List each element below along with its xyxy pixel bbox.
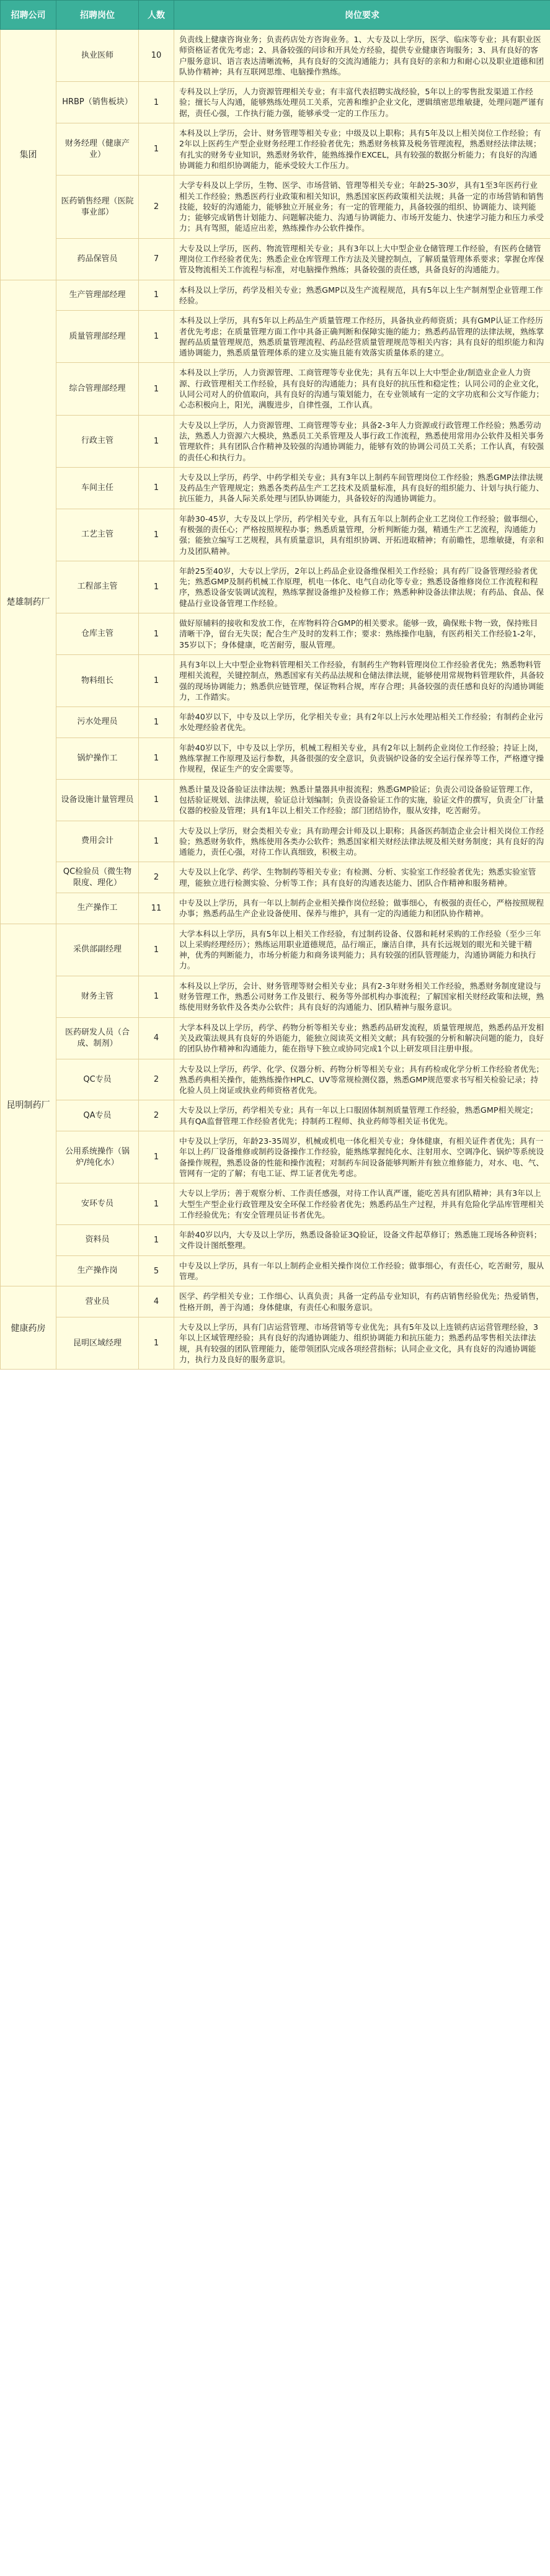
requirement-text: 年龄40岁以下，中专及以上学历，化学相关专业；具有2年以上污水处理站相关工作经验；有制药企业污水处理经验者优先。 (179, 712, 544, 733)
requirement-cell (174, 1286, 550, 1317)
position-cell: 仓库主管 (56, 613, 139, 655)
count-cell: 1 (139, 467, 174, 509)
requirement-cell (174, 976, 550, 1017)
position-cell: QC专员 (56, 1059, 139, 1100)
count-cell: 1 (139, 1317, 174, 1369)
position-cell: 财务经理（健康产业） (56, 123, 139, 176)
count-cell: 2 (139, 1100, 174, 1131)
header-count: 人数 (139, 1, 174, 30)
requirement-text: 负责线上健康咨询业务；负责药店处方咨询业务。1、大专及以上学历，医学、临床等专业；具有职业医师资格证者优先考虑；2、具备较强的问诊和开具处方经验，提供专业健康咨询服务；3、具有良好的客户服务意识、语言表达清晰流畅，具有良好的交流沟通能力；具有良好的亲和力和耐心以及职业道德和团队协作精神；具有互联网思维、电脑操作熟练。 (179, 35, 544, 76)
table-row (1, 1255, 550, 1286)
requirement-text: 本科及以上学历，具有5年以上药品生产质量管理工作经历，具备执业药师资质；具有GMP认证工作经历者优先考虑；在质量管理方面工作中具备正确判断和保障实施的能力；熟悉药品管理的法律法规，熟练掌握药品质量管理规范，熟悉质量管理流程、药品经营质量管理规范等相关内容；具有良好的组织能力和沟通协调能力，熟悉质量管理体系的建立及实施且能有效落实质量体系的建立。 (179, 316, 544, 358)
requirement-cell (174, 738, 550, 779)
count-cell: 1 (139, 280, 174, 311)
count-cell: 1 (139, 779, 174, 821)
count-cell: 11 (139, 893, 174, 924)
position-cell: 资料员 (56, 1225, 139, 1256)
requirement-cell (174, 1017, 550, 1059)
position-cell: 公用系统操作（锅炉/纯化水） (56, 1131, 139, 1183)
table-row (1, 1317, 550, 1369)
table-row (1, 1286, 550, 1317)
requirement-text: 大专及以上学历，药学相关专业；具有一年以上口服固体制剂质量管理工作经验，熟悉GMP相关规定；具有QA监督管理工作经验者优先；持制药工程师、执业药师等相关证书优先。 (179, 1105, 538, 1126)
requirement-text: 中专及以上学历，具有一年以上制药企业相关操作岗位经验；做事细心，有极强的责任心，严格按照规程办事；熟悉药品生产企业设备使用、保养与维护，具有一定的沟通能力和团队协作精神。 (179, 898, 544, 919)
header-requirements: 岗位要求 (174, 1, 550, 30)
position-cell: 工艺主管 (56, 509, 139, 561)
requirement-cell (174, 1059, 550, 1100)
count-cell: 4 (139, 1017, 174, 1059)
count-cell: 1 (139, 613, 174, 655)
requirement-text: 大学本科及以上学历，药学、药物分析等相关专业；熟悉药品研发流程，质量管理规范，熟悉药品开发相关及政策法规具有良好的外语能力，能独立阅读英文相关文献；具有较强的分析和解决问题的能力，良好的团队协作精神和沟通能力，能在指导下独立或协同完成1个以上研发项目注册申报。 (179, 1022, 544, 1054)
requirement-text: 具有3年以上大中型企业物料管理相关工作经验，有制药生产物料管理岗位工作经验者优先；熟悉物料管理相关流程，关键控制点，熟悉国家有关药品法规和仓储法律法规，能够使用常规物料管理软件，具备较强的现场协调能力；熟悉供应链管理，保证物料合规，库存合理；具备较强的责任感和良好的沟通协调能力，工作踏实。 (179, 659, 544, 702)
count-cell: 1 (139, 509, 174, 561)
requirement-text: 大专及以上学历，药学、中药学相关专业；具有3年以上制药车间管理岗位工作经验；熟悉GMP法律法规及药品生产管理规定；熟悉各类药品生产工艺技术及质量标准，具有良好的组织能力、计划与执行能力、抗压能力，具备人际关系处理与团队协调能力，具备较好的沟通协调能力。 (179, 472, 544, 504)
table-row (1, 1100, 550, 1131)
count-cell: 2 (139, 862, 174, 893)
requirement-cell (174, 1225, 550, 1256)
count-cell: 1 (139, 123, 174, 176)
requirement-cell (174, 1183, 550, 1225)
requirement-cell (174, 509, 550, 561)
requirement-text: 大专及以上化学、药学、生物制药等相关专业；有检测、分析、实验室工作经验者优先；熟悉实验室管理，能独立进行检测实验、分析等工作；具有良好的沟通表达能力、团队合作精神和服务精神。 (179, 867, 536, 888)
table-row (1, 363, 550, 415)
requirement-cell (174, 1100, 550, 1131)
requirement-text: 本科及以上学历，人力资源管理、工商管理等专业优先；具有五年以上大中型企业/制造业企业人力资源、行政管理相关工作经验，具有良好的沟通能力；具有良好的抗压性和稳定性；认同公司的企业文化，认同公司对人的价值取向，具有良好的沟通与策划能力，在专业领域有一定的文字功底和公文写作能力；心态积极向上，阳光，满腹进步，自律性强，工作认真。 (179, 368, 544, 410)
requirement-text: 中专及以上学历，年龄23-35周岁，机械或机电一体化相关专业；身体健康，有相关证件者优先；具有一年以上药厂设备维修或制药设备操作工作经验，能熟练掌握纯化水、注射用水、空调净化、锅炉等系统设备操作规程，熟悉设备的性能和操作流程；对制药车间设备能够判断并有独立维修能力，对水、电、气、管网有一定的了解；有电工证、焊工证者优先考虑。 (179, 1136, 544, 1178)
requirement-cell (174, 924, 550, 976)
table-row (1, 238, 550, 280)
requirement-cell (174, 363, 550, 415)
requirement-cell (174, 613, 550, 655)
table-row (1, 123, 550, 176)
count-cell: 2 (139, 176, 174, 238)
table-row (1, 893, 550, 924)
table-row (1, 1059, 550, 1100)
requirement-text: 做好原辅料的接收和发放工作，在库物料符合GMP的相关要求。能够一致，确保账卡物一致，保持账目清晰干净，留台无失误；配合生产及时的发料工作；要求：熟练操作电脑，有医药相关工作经验1-2年，35岁以下；身体健康，吃苦耐劳，服从管理。 (179, 618, 541, 649)
count-cell: 1 (139, 821, 174, 862)
position-cell: 生产操作工 (56, 893, 139, 924)
position-cell: 医药研发人员（合成、制剂） (56, 1017, 139, 1059)
position-cell: 费用会计 (56, 821, 139, 862)
requirement-cell (174, 779, 550, 821)
requirement-cell (174, 30, 550, 82)
count-cell: 1 (139, 311, 174, 363)
requirement-cell (174, 415, 550, 467)
requirement-text: 大专及以上学历，具有门店运营管理、市场营销等专业优先；具有5年及以上连锁药店运营管理经验，3年以上区域管理经验；具有良好的沟通协调能力、组织协调能力和抗压能力；熟悉药品零售相关法律法规，具有较强的团队管理能力，能带领团队完成各项经营指标；认同企业文化，具有良好的沟通协调能力，执行力及良好的服务意识。 (179, 1322, 538, 1364)
position-cell: 综合管理部经理 (56, 363, 139, 415)
count-cell: 1 (139, 82, 174, 123)
position-cell: 工程部主管 (56, 561, 139, 613)
requirement-cell (174, 862, 550, 893)
position-cell: 昆明区域经理 (56, 1317, 139, 1369)
count-cell: 5 (139, 1255, 174, 1286)
table-row (1, 924, 550, 976)
count-cell: 1 (139, 415, 174, 467)
table-row (1, 509, 550, 561)
table-header-row (1, 1, 550, 30)
requirement-text: 大专及以上学历，药学、化学、仪器分析、药物分析等相关专业；具有药检或化学分析工作经验者优先；熟悉药典相关操作，能熟练操作HPLC、UV等常规检测仪器，熟悉GMP规范要求书写相关检验记录；持化验人员上岗证或执业药师资格者优先。 (179, 1064, 544, 1095)
table-row (1, 176, 550, 238)
requirement-cell (174, 238, 550, 280)
count-cell: 1 (139, 738, 174, 779)
requirement-cell (174, 654, 550, 706)
table-row (1, 311, 550, 363)
table-row (1, 654, 550, 706)
position-cell: 采供部副经理 (56, 924, 139, 976)
requirement-text: 医学、药学相关专业；工作细心、认真负责；具备一定药品专业知识，有药店销售经验优先；热爱销售，性格开朗，善于沟通；身体健康，有责任心和服务意识。 (179, 1291, 544, 1312)
position-cell: 生产操作岗 (56, 1255, 139, 1286)
table-row (1, 707, 550, 738)
requirement-text: 中专及以上学历，具有一年以上制药企业相关操作岗位工作经验；做事细心，有责任心，吃苦耐劳，服从管理。 (179, 1260, 544, 1281)
position-cell: 生产管理部经理 (56, 280, 139, 311)
requirement-text: 大专及以上学历，人力资源管理、工商管理等专业；具备2-3年人力资源或行政管理工作经验；熟悉劳动法，熟悉人力资源六大模块，熟悉员工关系管理及人事行政工作流程，熟悉使用常用办公软件及相关事务管理软件；具有团队合作精神及较强的沟通协调能力，能够有效的协调公司员工关系；工作认真，有较强的责任心和执行力。 (179, 420, 544, 462)
table-row (1, 779, 550, 821)
count-cell: 2 (139, 1059, 174, 1100)
requirement-cell (174, 707, 550, 738)
count-cell: 4 (139, 1286, 174, 1317)
position-cell: 设备设施计量管理员 (56, 779, 139, 821)
position-cell: 医药销售经理（医院事业部） (56, 176, 139, 238)
table-row (1, 561, 550, 613)
position-cell: 安环专员 (56, 1183, 139, 1225)
count-cell: 1 (139, 561, 174, 613)
table-row (1, 280, 550, 311)
count-cell: 1 (139, 976, 174, 1017)
table-body (1, 30, 550, 1370)
position-cell: 营业员 (56, 1286, 139, 1317)
requirement-cell (174, 561, 550, 613)
count-cell: 10 (139, 30, 174, 82)
position-cell: 执业医师 (56, 30, 139, 82)
table-row (1, 821, 550, 862)
count-cell: 7 (139, 238, 174, 280)
table-row (1, 467, 550, 509)
requirement-cell (174, 82, 550, 123)
table-row (1, 1183, 550, 1225)
table-row (1, 82, 550, 123)
requirement-cell (174, 1131, 550, 1183)
requirement-text: 大学专科及以上学历，生物、医学、市场营销、管理等相关专业；年龄25-30岁，具有1至3年医药行业相关工作经验；熟悉医药行业政策和相关知识，熟悉国家医药政策相关法规；具备一定的市场营销和销售技能，较好的沟通能力，能够独立开展业务；有一定的管理能力，具备较强的组织、协调能力、谈判能力；能够完成销售计划能力、问题解决能力、沟通与协调能力、市场开发能力、快速学习能力和压力承受力；具有驾照，能适应出差，熟练操作办公软件操作。 (179, 180, 544, 233)
count-cell: 1 (139, 654, 174, 706)
position-cell: 行政主管 (56, 415, 139, 467)
requirement-cell (174, 467, 550, 509)
requirement-text: 年龄25至40岁，大专以上学历，2年以上药品企业设备维保相关工作经验；具有药厂设备管理经验者优先；熟悉GMP及制药机械工作原理，机电一体化、电气自动化等专业；熟悉设备维修岗位工作流程和程序，熟悉设备安装调试流程，熟练掌握设备维护及检修工作；熟悉种种设备法律法规；有药品、食品、保健品行业设备管理工作经验。 (179, 566, 544, 608)
requirement-text: 大专以上学历；善于观察分析、工作责任感强，对待工作认真严谨，能吃苦具有团队精神；具有3年以上大型生产型企业行政管理及安全环保工作经验者优先；熟悉药品生产过程，并具有危险化学品库管理相关工作经验优先；有安全管理员证书者优先。 (179, 1188, 544, 1219)
count-cell: 1 (139, 1131, 174, 1183)
position-cell: 污水处理员 (56, 707, 139, 738)
company-cell: 楚雄制药厂 (1, 280, 56, 924)
requirement-text: 本科及以上学历，会计、财务管理等相关专业；中级及以上职称；具有5年及以上相关岗位工作经验；有2年以上医药生产型企业财务经理工作经验者优先；熟悉财务核算及税务管理流程，熟悉财经法律法规；有扎实的财务专业知识，熟悉财务软件，能熟练操作EXCEL，具有较强的数据分析能力；有良好的沟通协调能力和组织协调能力，能承受较大工作压力。 (179, 128, 541, 170)
position-cell: 药品保管员 (56, 238, 139, 280)
requirement-text: 专科及以上学历，人力资源管理相关专业；有丰富代表招聘实战经验，5年以上的零售批发渠道工作经验；擅长与人沟通，能够熟练处理员工关系，完善和维护企业文化，逻辑缜密思维敏捷，处理问题严谨有据，责任心强，工作执行能力强，能够承受一定的工作压力。 (179, 87, 544, 118)
table-row (1, 415, 550, 467)
position-cell: HRBP（销售板块） (56, 82, 139, 123)
count-cell: 1 (139, 707, 174, 738)
requirement-text: 年龄40岁以下，中专及以上学历，机械工程相关专业，具有2年以上制药企业岗位工作经验；持证上岗，熟练掌握工作原理及运行参数，具备很强的安全意识，负责锅炉设备的安全运行保养等工作，严格遵守操作规程，保证生产的安全需要等。 (179, 742, 544, 774)
requirement-cell (174, 893, 550, 924)
header-company: 招聘公司 (1, 1, 56, 30)
requirement-cell (174, 1255, 550, 1286)
requirement-text: 年龄40岁以内，大专及以上学历，熟悉设备验证3Q验证，设备文件起草修订；熟悉施工现场各种资料；文件设计图纸整理。 (179, 1230, 542, 1250)
table-row (1, 1131, 550, 1183)
requirement-cell (174, 123, 550, 176)
table-row (1, 976, 550, 1017)
requirement-text: 大专及以上学历，医药、物流管理相关专业；具有3年以上大中型企业仓储管理工作经验，有医药仓储管理岗位工作经验者优先；熟悉企业仓库管理工作方法及关键控制点，了解质量管理体系要求；掌握仓库保管及物流相关工作流程与标准，对电脑操作熟练；具备较强的责任感，具备良好的沟通能力。 (179, 243, 544, 275)
position-cell: QA专员 (56, 1100, 139, 1131)
requirement-text: 大专及以上学历，财会类相关专业；具有助理会计师及以上职称；具备医药制造企业会计相关岗位工作经验；熟悉财务软件，熟练使用各类办公软件；熟悉国家相关财经法律法规及相关财务制度；具有良好的沟通能力，责任心强，对待工作认真细致，积极主动。 (179, 826, 544, 857)
table-row (1, 862, 550, 893)
company-cell: 昆明制药厂 (1, 924, 56, 1286)
position-cell: 车间主任 (56, 467, 139, 509)
count-cell: 1 (139, 924, 174, 976)
table-row (1, 1225, 550, 1256)
requirement-cell (174, 311, 550, 363)
requirement-text: 大学本科以上学历，具有5年以上相关工作经验，有过制药设备、仪器和耗材采购的工作经验（至少三年以上采购经理经历）；熟练运用职业道德规范，品行端正，廉洁自律，具有长远规划的眼光和关键干精神，优秀的判断能力，市场分析能力和商务谈判能力；具有较强的团队管理能力，沟通协调能力和执行力。 (179, 929, 541, 971)
requirement-text: 本科及以上学历，会计、财务管理等财会相关专业；具有2-3年财务相关工作经验，熟悉财务制度建设与财务管理工作，熟悉公司财务工作及银行、税务等外部机构办事流程；了解国家相关财经政策和法规，熟练使用财务软件及各类办公软件；具有良好的沟通能力、团队精神与服务意识。 (179, 981, 544, 1012)
requirement-cell (174, 280, 550, 311)
table-row (1, 30, 550, 82)
requirement-text: 年龄30-45岁，大专及以上学历，药学相关专业，具有五年以上制药企业工艺岗位工作经验；做事细心，有极强的责任心；严格按照规程办事；熟悉质量管理，分析判断能力强，精通生产工艺流程，沟通能力强；能独立编写工艺规程，具有质量意识，具有组织协调、开拓进取精神；有前瞻性，思维敏捷，有亲和力及团队精神。 (179, 514, 544, 556)
requirement-text: 本科及以上学历，药学及相关专业；熟悉GMP以及生产流程规范，具有5年以上生产制剂型企业管理工作经验。 (179, 285, 543, 305)
table-row (1, 613, 550, 655)
count-cell: 1 (139, 1183, 174, 1225)
header-position: 招聘岗位 (56, 1, 139, 30)
count-cell: 1 (139, 1225, 174, 1256)
position-cell: 质量管理部经理 (56, 311, 139, 363)
count-cell: 1 (139, 363, 174, 415)
position-cell: 锅炉操作工 (56, 738, 139, 779)
requirement-text: 熟悉计量及设备验证法律法规；熟悉计量器具申报流程；熟悉GMP验证；负责公司设备验证管理工作，包括验证规划、法律法规，验证总计划编制；负责设备验证工作的实施，验证文件的撰写，负责全厂计量仪器的校验及管理；具有1年以上相关工作经验；部门团结协作，服从安排，吃苦耐劳。 (179, 784, 544, 816)
company-cell: 集团 (1, 30, 56, 280)
table-row (1, 1017, 550, 1059)
requirement-cell (174, 1317, 550, 1369)
company-cell: 健康药房 (1, 1286, 56, 1370)
position-cell: 物料组长 (56, 654, 139, 706)
table-row (1, 738, 550, 779)
requirement-cell (174, 176, 550, 238)
requirement-cell (174, 821, 550, 862)
position-cell: QC检验员（微生物限度、理化） (56, 862, 139, 893)
position-cell: 财务主管 (56, 976, 139, 1017)
